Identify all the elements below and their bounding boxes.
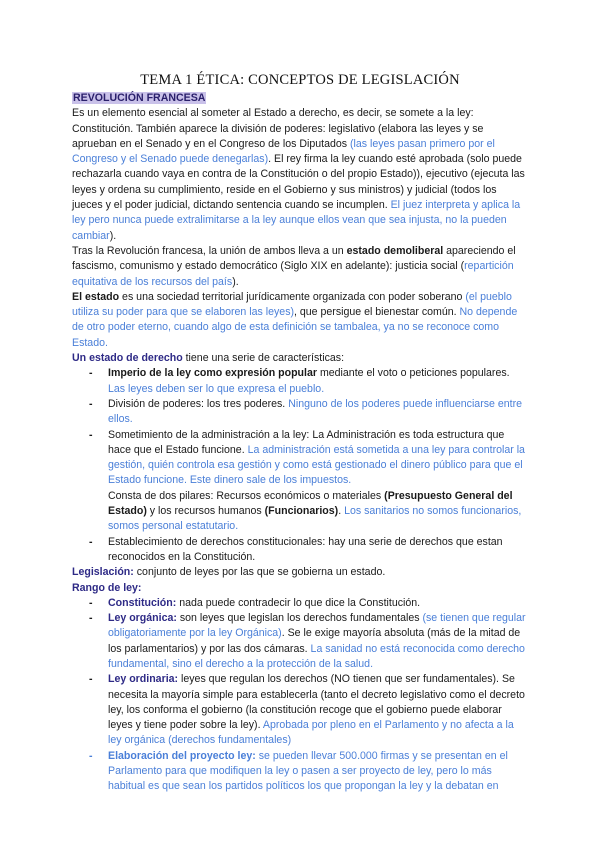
paragraph-demoliberal <box>72 244 528 290</box>
rango-heading <box>72 581 528 596</box>
rango-list <box>72 596 528 795</box>
term-heading: Constitución: <box>108 596 177 609</box>
text: leyes que regulan los derechos (NO tienen que ser fundamentales). Se necesita la mayoría simple para establecerla (tanto el decreto legislativo como el decreto ley, los conforma el gobierno (la constitución recoge que el gobierno puede elaborar leyes y tiene poder sobre la ley). <box>108 673 525 732</box>
paragraph-powers <box>72 106 528 244</box>
text: Tras la Revolución francesa, la unión de ambos lleva a un <box>72 244 347 257</box>
text: . El rey firma la ley cuando esté aprobada (solo puede rechazarla cuando vaya en contra de la Constitución o del propio Estado)), ejecutivo (ejecuta las leyes y ordena su cumplimiento, reside en el Gobierno y sus ministros) y judicial (todos los jueces y el poder judicial, dictando sentencia cuando se incumplen. <box>72 153 525 212</box>
list-item <box>72 596 528 611</box>
text: son leyes que legislan los derechos fundamentales <box>176 612 423 625</box>
note-text: No depende de otro poder eterno, cuando algo de esta definición se tambalea, ya no se reconoce como Estado. <box>72 306 518 349</box>
list-item <box>72 366 528 397</box>
text: . <box>338 505 345 518</box>
note-text: (se tienen que regular obligatoriamente por la ley Orgánica) <box>108 612 526 640</box>
term-heading: Elaboración del proyecto ley: <box>108 749 256 762</box>
paragraph-estado <box>72 290 528 351</box>
term-heading: Ley orgánica: <box>108 612 177 625</box>
list-item <box>72 672 528 748</box>
section-heading-highlight: REVOLUCIÓN FRANCESA <box>73 92 206 104</box>
term-heading: Ley ordinaria: <box>108 673 179 686</box>
list-item <box>72 535 528 566</box>
text: Sometimiento de la administración a la ley: La Administración es toda estructura que hace que el Estado funcione. <box>108 428 505 456</box>
text: conjunto de leyes por las que se gobierna un estado. <box>133 566 386 579</box>
note-text: Los sanitarios no somos funcionarios, somos personal estatutario. <box>108 505 522 533</box>
list-item <box>72 428 528 489</box>
text: tiene una serie de características: <box>182 352 345 365</box>
text: Consta de dos pilares: Recursos económicos o materiales <box>108 489 385 502</box>
list-item <box>72 397 528 428</box>
text: , que persigue el bienestar común. <box>294 306 460 319</box>
text: . Se le exige mayoría absoluta (más de la mitad de los parlamentarios) y por las dos cámaras. <box>108 627 521 655</box>
term-heading: Un estado de derecho <box>72 352 183 365</box>
text: nada puede contradecir lo que dice la Constitución. <box>176 596 421 609</box>
text: Es un elemento esencial al someter al Estado a derecho, es decir, se somete a la ley: Constitución. También aparece la división de poderes: legislativo (elabora las leyes y se aprueban en el Senado y en el Congreso de los Diputados <box>72 107 484 150</box>
text: División de poderes: los tres poderes. <box>108 397 289 410</box>
paragraph-estado-derecho <box>72 351 528 366</box>
note-text: La sanidad no está reconocida como derecho fundamental, sino el derecho a la protección de la salud. <box>108 642 525 670</box>
term-heading: Rango de ley: <box>72 581 142 594</box>
text: mediante el voto o peticiones populares. <box>317 367 510 380</box>
text: ). <box>232 275 239 288</box>
characteristics-list-cont <box>72 535 528 566</box>
paragraph-legislacion <box>72 565 528 580</box>
note-text: (las leyes pasan primero por el Congreso y el Senado puede denegarlas) <box>72 137 495 166</box>
list-item <box>72 749 528 795</box>
note-text: Aprobada por pleno en el Parlamento y no afecta a la ley orgánica (derechos fundamentales) <box>108 719 514 747</box>
text: es una sociedad territorial jurídicamente organizada con poder soberano <box>119 290 466 303</box>
text: ). <box>109 229 117 242</box>
bold-term: El estado <box>72 290 120 303</box>
bold-term: Imperio de la ley como expresión popular <box>108 367 317 380</box>
note-text: Las leyes deben ser lo que expresa el pueblo. <box>108 382 325 395</box>
list-item-continuation <box>72 489 528 535</box>
page-title: TEMA 1 ÉTICA: CONCEPTOS DE LEGISLACIÓN <box>140 72 460 88</box>
note-text: se pueden llevar 500.000 firmas y se presentan en el Parlamento para que modifiquen la ley o pasen a ser proyecto de ley, pero lo más habitual es que sean los partidos políticos los que propongan la ley y la debatan en <box>108 749 508 793</box>
note-text: repartición equitativa de los recursos del país <box>72 260 514 288</box>
bold-term: (Presupuesto General del Estado) <box>108 489 513 518</box>
note-text: La administración está sometida a una ley para controlar la gestión, quién controla esa gestión y como está gestionado el dinero público para que el Estado funcione. Este dinero sale de los impuestos. <box>108 443 525 487</box>
characteristics-list <box>72 366 528 488</box>
note-text: Ninguno de los poderes puede influenciarse entre ellos. <box>108 397 523 426</box>
text: y los recursos humanos <box>146 505 265 518</box>
bold-term: estado demoliberal <box>346 244 444 257</box>
text: Establecimiento de derechos constitucionales: hay una serie de derechos que estan reconocidos en la Constitución. <box>108 535 503 563</box>
bold-term: (Funcionarios) <box>264 505 339 518</box>
term-heading: Legislación: <box>72 566 134 579</box>
section-heading <box>72 91 528 106</box>
note-text: (el pueblo utiliza su poder para que se elaboren las leyes) <box>72 290 512 319</box>
note-text: El juez interpreta y aplica la ley pero nunca puede extralimitarse a la ley aunque ellos vean que sea injusta, no la pueden cambiar <box>72 199 521 242</box>
text: apareciendo el fascismo, comunismo y estado democrático (Siglo XIX en adelante): justicia social ( <box>72 244 516 273</box>
list-item <box>72 611 528 672</box>
